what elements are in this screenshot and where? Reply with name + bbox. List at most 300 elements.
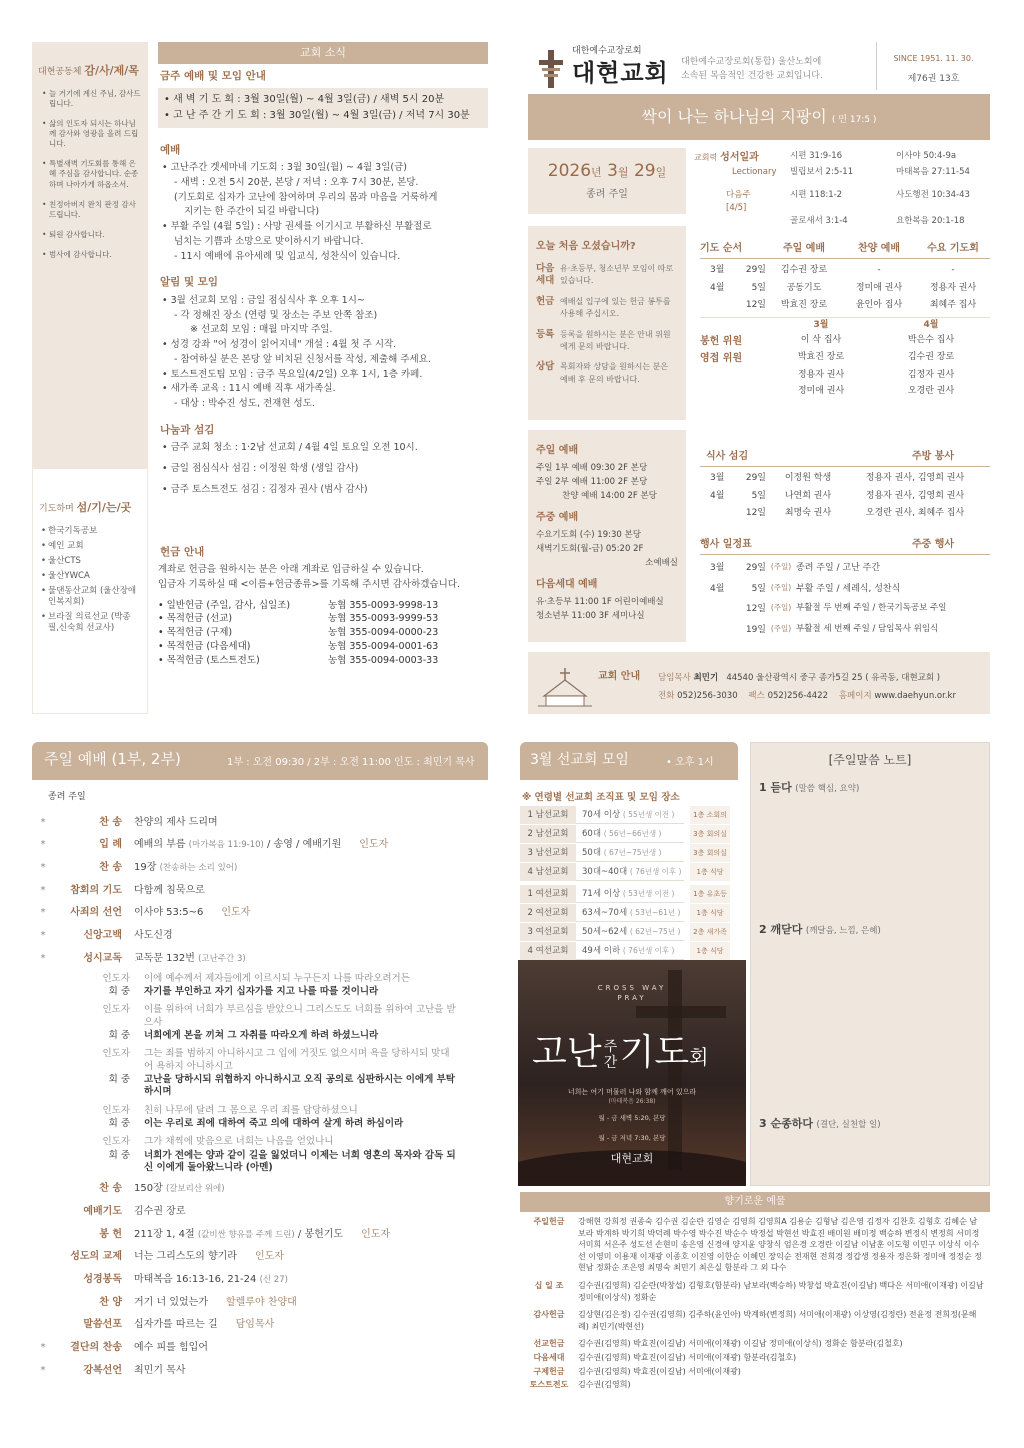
thanks-item: • 특별새벽 기도회를 통해 은혜 주심을 감사합니다. 순종하며 나아가게 하옵소서. [42,159,142,189]
table-cell: 부활 주일 / 세례식, 성찬식 [796,583,901,594]
table-cell: 박효진 장로 [780,300,828,311]
lectionary-reading: 시편 31:9-16 [790,151,843,161]
table-cell: 박효진 장로 [797,352,845,363]
fax-number: 052)256-4422 [767,690,829,701]
news-line: (기도회로 십자가 고난에 참여하며 우리의 몸과 마음을 거룩하게 [174,191,438,203]
order-item-label: 말씀선포 [83,1319,122,1331]
order-item-value [134,1269,488,1292]
news-line: • 금주 교회 청소 : 1·2남 선교회 / 4월 4일 토요일 오전 10시. [162,442,418,454]
litany-line [32,1030,488,1042]
poster-title-part: 고난 [532,1032,602,1073]
order-item-text: 19장 [134,862,157,874]
visitor-value: 유·초등부, 청소년부 모임이 따로 있습니다. [560,264,674,286]
litany-role: 회 중 [108,1073,130,1085]
litany-text: 친히 나무에 달려 그 몸으로 우리 죄를 담당하셨으니 [144,1104,358,1116]
table-cell: 정용자 권사 [929,282,977,293]
note-step [759,923,881,937]
offering-intro: 계좌로 헌금을 원하시는 분은 아래 계좌로 입금하실 수 있습니다. [158,564,424,576]
offering-type: 십 일 조 [534,1280,564,1290]
note-step-label: 1 듣다 [759,781,792,794]
order-item-note: (고난주간 3) [198,953,246,964]
month-label: 3월 [813,319,829,330]
table-cell: - [877,265,881,275]
visitor-row [536,361,678,386]
mission-age [576,825,684,843]
worship-order-header [32,742,488,780]
thanks-title: 감/사/제/목 [84,64,139,77]
order-row [32,1360,488,1383]
news-highlight-box [158,88,488,128]
order-item-leader: 인도자 [221,907,251,919]
news-list [162,294,488,412]
order-item-value [134,834,488,857]
theme-banner [528,94,990,140]
table-cell: 종려 주일 / 고난 주간 [796,563,881,573]
mission-age-range: 30대~40대 [582,867,628,877]
table-cell: (주일) [770,603,792,613]
mission-place: 2층 새가족 [690,923,730,941]
table-cell: 김수권 장로 [907,352,955,363]
visitor-value: 예배실 입구에 있는 헌금 봉투를 사용해 주십시오. [560,296,671,319]
event-schedule [700,538,990,641]
offering-row [520,1338,990,1350]
table-row [700,620,990,641]
table-row [700,470,990,488]
order-row [32,902,488,925]
offering-names: 김수권(김영희) 박효진(이길남) 서미애(이재광) 함분라(김철호) [578,1352,797,1362]
order-standing-mark: * [40,1342,46,1354]
mission-place: 1층 유초등 [690,885,730,903]
account-row [158,612,488,626]
order-row [32,1201,488,1224]
offering-row [520,1352,990,1364]
mission-place: 1층 식당 [690,863,730,881]
mission-row [520,863,742,881]
mission-group: 3 여선교회 [520,923,576,941]
thanks-item: • 퇴원 감사합니다. [42,230,142,240]
order-item-text: 십자가를 따르는 길 [134,1319,218,1331]
offering-row [520,1216,990,1274]
visitor-guide [528,226,686,420]
mission-birth-years: ( 55년생 이전 ) [622,810,675,819]
order-row [32,834,488,857]
table-cell: 부활절 두 번째 주일 / 한국기독공보 주일 [796,603,947,614]
poster-title-part: 기도 [619,1032,690,1073]
note-step [759,781,859,795]
church-description-line: 대한예수교장로회(통합) 울산노회에 [681,57,822,67]
issue-info [876,42,990,90]
mission-age-range: 60대 [582,829,602,839]
church-description [681,56,861,83]
order-item-text: / 송영 / 예배기원 [263,839,342,851]
news-section-title: 금주 예배 및 모임 안내 [160,70,266,82]
table-cell: 29일 [745,563,766,573]
sermon-notes [750,742,990,1186]
table-cell: 최혜주 집사 [929,300,977,311]
date-box [528,148,686,214]
order-standing-mark: * [40,930,46,942]
order-item-note: (값비싼 향유를 주께 드린) [197,1229,295,1240]
order-item-value [134,1360,488,1383]
note-step-hint: (말씀 핵심, 요약) [795,784,860,794]
visitor-key: 상담 [536,361,555,373]
thanks-prefix: 대현공동체 [38,67,82,77]
times-line: 찬양 예배 14:00 2F 본당 [562,491,657,502]
account-number: 농협 355-0094-0000-23 [328,627,439,639]
litany-text: 그가 채찍에 맞음으로 너희는 나음을 얻었나니 [144,1136,334,1148]
homepage-link[interactable]: www.daehyun.or.kr [874,690,956,701]
offering-intro: 입금자 기록하실 때 <이름+헌금종류>를 기록해 주시면 감사하겠습니다. [158,578,460,590]
note-step-hint: (결단, 실천할 일) [816,1120,881,1130]
church-logo-icon [536,48,566,90]
visitor-key: 헌금 [536,295,555,307]
news-line: • 고난주간 겟세마네 기도회 : 3월 30일(월) ~ 4월 3일(금) [162,162,407,174]
mission-age [576,923,684,941]
table-header-cell: 수요 기도회 [927,243,979,254]
mission-age [576,844,684,862]
table-cell: 12일 [745,508,766,519]
table-cell: 오경란 권사, 최혜주 집사 [865,508,965,519]
order-item-value [134,1314,488,1337]
order-item-text: 마태복음 16:13-16, 21-24 [134,1274,257,1286]
order-row [32,1246,488,1269]
litany-text: 그는 죄를 범하지 아니하시고 그 입에 거짓도 없으시며 욕을 당하시되 맞대어 욕하지 아니하시고 [144,1048,450,1072]
order-item-text: 교독문 132번 [134,952,195,964]
order-standing-mark: * [40,816,46,828]
order-item-note: (신 27) [259,1275,288,1286]
denomination: 대한예수교장로회 [572,46,642,56]
mission-row [520,923,742,941]
offering-type: 토스트전도 [529,1380,569,1390]
account-name: • 목적헌금 (토스트전도) [158,654,260,666]
account-row [158,654,488,668]
order-standing-mark: * [40,907,46,919]
table-header [700,450,990,467]
order-standing-mark [32,1201,54,1224]
missions-heading [39,501,147,516]
contact-title: 교회 안내 [598,671,641,682]
date-month: 3 [607,161,618,181]
order-row [32,857,488,880]
account-row [158,626,488,640]
order-item-text: 거기 너 있었는가 [134,1296,208,1308]
news-header: 교회 소식 [158,42,488,64]
table-row [700,488,990,506]
contact-label: 담임목사 [658,673,691,683]
contact-details [658,670,956,706]
order-item-label: 예배기도 [83,1206,122,1217]
offering-row [520,1309,990,1332]
order-standing-mark: * [40,1364,46,1376]
table-header-cell: 기도 순서 [700,243,743,254]
order-item-value [134,948,488,971]
order-item-text: 김수권 장로 [134,1206,186,1217]
table-cell: 3월 [710,265,725,275]
table-cell: 정미애 권사 [797,385,845,396]
theme-title: 싹이 나는 하나님의 지팡이 [641,107,827,126]
mission-place: 3층 회의실 [690,825,730,843]
order-item-label: 성도의 교제 [70,1251,122,1263]
contact-label: 전화 [658,690,675,701]
mission-row [520,904,742,922]
mission-group: 1 여선교회 [520,885,576,903]
order-item-value [134,857,488,880]
order-row [32,1314,488,1337]
news-line: • 새 벽 기 도 회 : 3월 30일(월) ~ 4월 3일(금) / 새벽 5시 20분 [164,93,445,105]
lectionary-label-small: 교회력 [694,153,718,162]
news-line: - 11시 예배에 유아세례 및 입교식, 성찬식이 있습니다. [174,250,401,262]
missions-prefix: 기도하며 [39,504,74,514]
order-standing-mark [32,1224,54,1247]
mission-age-range: 71세 이상 [582,889,621,899]
table-cell: 박은수 집사 [907,334,955,345]
order-row [32,1178,488,1201]
order-item-text: 이사야 53:5~6 [134,907,204,919]
table-cell: 12일 [745,604,766,615]
offering-names: 김수권(김영희) 박효진(이길남) 서미애(이재광) 이길남 정미애(이상식) 정화순 함분라(김철호) [578,1339,903,1349]
account-number: 농협 355-0094-0001-63 [328,640,439,652]
mission-item: • 울산YWCA [41,571,141,582]
offering-names: 강해현 강희정 권종숙 김수권 김순란 김영순 김영희 김영희A 김용순 김형남 김은영 김정자 김찬호 김형호 김혜순 남보라 박계하 박기희 박덕례 박수영 박수진 박순수 박정섭 박현선 박효진 배미원 배미정 백승하 변정식 변정희 서미정 서미희 서은주 성도선 손현미 송은영 신경애 양지윤 양창식 엄은경 오경란 이길남 이남훈 이도형 이민구 이상식 이수선 이영미 이용재 이재광 이종호 이진영 이한순 이혜민 장익순 전재현 전희경 정갑생 정용자 정은화 정미애 정정순 정현남 정화순 조은영 최명숙 최민기 최은실 함분라 그 외 다수 [578,1217,982,1273]
account-number: 농협 355-0094-0003-33 [328,654,439,666]
visitor-row [536,296,678,321]
church-name: 대현교회 [572,59,669,87]
table-cell [700,505,726,523]
table-cell: 5일 [751,282,766,293]
litany-role: 회 중 [108,1149,130,1161]
offering-type: 주일헌금 [533,1217,565,1226]
news-list [162,161,488,264]
offering-type: 다음세대 [533,1352,565,1362]
note-step-label: 3 순종하다 [759,1117,813,1130]
order-item-text: 예수 피를 힘입어 [134,1342,208,1354]
order-item-note: (찬송하는 소리 있어) [159,863,238,874]
thanks-heading [38,64,148,79]
news-line: • 새가족 교육 : 11시 예배 직후 새가족실. [162,383,336,395]
poster-church-name: 대현교회 [610,1152,654,1165]
table-cell [700,620,726,641]
litany-role: 인도자 [102,1136,130,1148]
order-item-leader: 인도자 [361,1228,391,1240]
church-contact [528,652,990,714]
account-row [158,640,488,654]
table-cell: 김정자 권사 [907,369,955,380]
account-number: 농협 355-0093-9998-13 [328,599,439,611]
litany-text: 자기를 부인하고 자기 십자가를 지고 나를 따를 것이니라 [144,985,379,997]
church-address: 44540 울산광역시 중구 종가5길 25 ( 유곡동, 대현교회 ) [726,673,941,683]
mission-age [576,904,684,922]
mission-item: • 예인 교회 [41,541,141,552]
order-item-label: 봉 헌 [99,1228,122,1240]
table-header [700,242,990,259]
news-line: • 성경 강좌 "어 성경이 읽어지네" 개설 : 4월 첫 주 시작. [162,339,397,351]
mission-item: • 한국기독공보 [41,526,141,537]
order-item-label: 사죄의 선언 [70,907,122,919]
church-building-icon [536,666,594,710]
order-item-text: 너는 그리스도의 향기라 [134,1251,237,1263]
times-line: 청소년부 11:00 3F 세미나실 [536,611,645,622]
mission-table [520,806,742,961]
order-item-label: 참회의 기도 [70,884,122,896]
poster-tagline: PRAY [617,994,647,1002]
worship-order-info: 1부 : 오전 09:30 / 2부 : 오전 11:00 인도 : 최민기 목사 [227,757,475,768]
offering-row [520,1366,990,1378]
times-line: 소예배실 [645,558,678,569]
mission-age [576,942,684,960]
lectionary-reading: 요한복음 20:1-18 [896,216,965,227]
order-item-leader: 인도자 [254,1251,284,1263]
date-day: 29 [633,161,656,181]
thanks-item: • 삶의 인도자 되시는 하나님께 감사와 영광을 올려 드립니다. [42,119,142,149]
lectionary [694,150,990,228]
order-item-label: 찬 송 [99,1183,122,1195]
offering-header: 향기로운 예물 [520,1192,990,1212]
mission-place: 1층 식당 [690,904,730,922]
account-name: • 목적헌금 (다음세대) [158,640,251,652]
offering-names: 김수권(김영희) [578,1380,631,1390]
order-item-value [134,1246,488,1269]
mission-row [520,825,742,843]
order-item-note: (갈보리산 위에) [165,1184,225,1195]
order-row [32,1224,488,1247]
mission-age-range: 63세~70세 [582,908,628,918]
order-item-value [134,925,488,948]
table-cell: 부활절 세 번째 주일 / 담임목사 위임식 [796,624,939,635]
visitor-key: 등록 [536,328,555,340]
order-row [32,1292,488,1315]
table-cell: 12일 [745,300,766,311]
table-row [700,384,990,400]
litany-line [32,1136,488,1148]
table-cell: 이 삭 집사 [800,334,842,345]
table-cell: 5일 [751,583,766,594]
missions-list [41,526,141,634]
poster-schedule: 월 - 금 저녁 7:30, 본당 [598,1134,666,1142]
order-standing-mark [32,1292,54,1315]
order-item-value [134,1178,488,1201]
offering-type: 선교헌금 [533,1339,565,1349]
lectionary-reading: 빌립보서 2:5-11 [790,166,854,177]
mission-meeting-title: 3월 선교회 모임 [530,752,629,768]
lectionary-label [694,150,764,166]
thanks-item: • 늘 거기에 계신 주님, 감사드립니다. [42,89,142,109]
mission-age-range: 49세 이하 [582,946,621,956]
table-cell: 19일 [745,625,766,636]
litany-role: 인도자 [102,1048,130,1060]
order-item-label: 찬 송 [99,816,122,828]
poster-title-part: 회 [689,1045,709,1069]
mission-row [520,885,742,903]
table-cell: (주일) [770,624,792,634]
order-item-text: 예배의 부름 [134,839,186,851]
mission-item: • 브라질 의료선교 (박종필,신숙희 선교사) [41,612,141,634]
times-line: 유·초등부 11:00 1F 어린이예배실 [536,597,664,608]
news-section-title: 헌금 안내 [160,545,205,558]
table-cell: - [951,265,955,275]
table-cell: 4월 [710,490,725,501]
mission-item: • 울산CTS [41,556,141,567]
theme-reference: ( 민 17:5 ) [831,115,877,125]
table-header-cell: 행사 일정표 [700,539,752,550]
order-item-text: / 봉헌기도 [294,1228,344,1240]
mission-age [576,806,684,824]
table-row [700,333,990,351]
lectionary-reading: 이사야 50:4-9a [896,151,957,161]
table-row [700,579,990,600]
table-cell: 5일 [751,490,766,501]
times-line: 수요기도회 (수) 19:30 본당 [536,530,641,541]
mission-age-range: 70세 이상 [582,810,621,820]
date-unit: 일 [655,166,667,179]
volume-number: 제76권 13호 [907,74,960,85]
table-cell: 공동기도 [786,282,822,293]
table-cell: 4월 [710,583,725,594]
mission-birth-years: ( 53년~61년 ) [629,908,681,917]
times-heading: 주중 예배 [536,512,579,524]
order-standing-mark: * [40,862,46,874]
poster-verse: 너희는 여기 머물러 나와 함께 깨어 있으라 [567,1088,697,1096]
table-row [700,558,990,579]
table-row [700,297,990,315]
lectionary-label-main: 성서일과 [720,152,759,163]
news-line: • 고 난 주 간 기 도 회 : 3월 30일(월) ~ 4월 3일(금) / 저녁 7시 30분 [164,109,470,121]
lectionary-reading: 골로새서 3:1-4 [790,216,848,227]
mission-age-range: 50대 [582,848,602,858]
mission-birth-years: ( 62년~75년 ) [629,927,681,936]
table-row [700,505,990,523]
order-standing-mark [32,1314,54,1337]
worship-times [528,430,686,642]
table-cell: 3월 [710,563,725,573]
mission-birth-years: ( 67년~75년생 ) [603,848,662,857]
litany-line [32,973,488,985]
order-item-note: (마가복음 11:9-10) [188,840,264,851]
order-item-label: 성경봉독 [83,1274,122,1286]
table-cell: 최명숙 권사 [784,508,832,519]
mission-meeting-header [520,742,738,780]
news-line: 지키는 한 주간이 되길 바랍니다) [184,206,320,218]
missions-title: 섬/기/는/곳 [76,501,132,514]
table-cell: 정용자 권사 [797,369,845,380]
mission-meeting-time: • 오후 1시 [666,757,714,768]
table-header-cell: 식사 섬김 [706,451,749,462]
order-row [32,880,488,903]
litany-line [32,1048,488,1073]
news-line: - 새벽 : 오전 5시 20분, 본당 / 저녁 : 오후 7시 30분, 본당. [174,177,419,188]
lectionary-label: Lectionary [732,166,777,177]
order-standing-mark [32,1178,54,1201]
poster-title [532,1030,708,1077]
order-row [32,812,488,835]
order-item-label: 성시교독 [83,952,122,964]
table-row [700,350,990,368]
order-standing-mark [32,1269,54,1292]
lectionary-reading: 마태복음 27:11-54 [896,166,970,177]
news-section-title: 나눔과 섬김 [160,423,215,436]
church-description-line: 소속된 복음적인 건강한 교회입니다. [681,70,823,81]
times-heading: 주일 예배 [536,445,579,456]
mission-row [520,806,742,824]
lectionary-reading: 사도행전 10:34-43 [896,189,970,200]
offering-names: 김수권(김영희) 박효진(이길남) 서미애(이재광) [578,1366,741,1376]
order-standing-mark: * [40,884,46,896]
table-cell: (주일) [770,582,792,592]
table-header-cell: 찬양 예배 [857,243,901,254]
litany-line [32,1105,488,1117]
order-item-leader: 담임목사 [235,1319,275,1331]
worship-sunday-name: 종려 주일 [48,792,86,802]
visitor-value: 등록을 원하시는 분은 안내 위원에게 문의 바랍니다. [560,329,671,351]
